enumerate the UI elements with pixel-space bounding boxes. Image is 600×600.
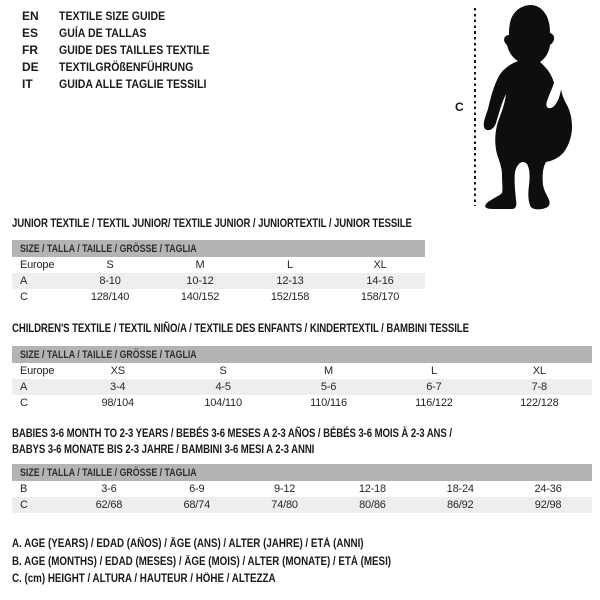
babies-section [12,425,592,513]
table-row [12,289,425,305]
language-row-it [22,77,230,94]
table-cell: XL [373,259,387,271]
row-label: A [20,275,28,287]
table-cell: 140/152 [180,291,220,303]
language-code: IT [22,77,33,91]
table-cell: 80/86 [359,499,386,511]
children-table [12,346,592,411]
table-row [12,395,592,411]
table-cell: 158/170 [360,291,400,303]
footnote-legend [12,536,458,589]
language-row-es [22,26,230,43]
footnote-c: C. (cm) HEIGHT / ALTURA / HAUTEUR / HÖHE / ALTEZZA [12,573,276,585]
babies-title-line-1: BABIES 3-6 MONTH TO 2-3 YEARS / BEBÉS 3-6 MESES A 2-3 AÑOS / BÉBÉS 3-6 MOIS À 2-3 ANS / [12,426,452,440]
table-cell: 86/92 [446,499,474,511]
height-dashed-line [474,8,476,206]
language-title: TEXTILGRÖßENFÜHRUNG [59,60,194,74]
table-row [12,257,425,273]
children-section-title: CHILDREN'S TEXTILE / TEXTIL NIÑO/A / TEXTILE DES ENFANTS / KINDERTEXTIL / BAMBINI TESSILE [12,321,469,335]
row-label: C [20,397,28,409]
size-header-label: SIZE / TALLA / TAILLE / GRÖSSE / TAGLIA [20,242,197,255]
table-cell: 7-8 [531,381,547,393]
table-cell: S [106,259,114,271]
table-cell: 10-12 [186,275,214,287]
table-cell: 12-13 [276,275,304,287]
junior-section [12,216,425,305]
babies-table [12,464,592,513]
language-row-en [22,9,230,26]
row-label: Europe [20,365,55,377]
table-cell: 14-16 [366,275,394,287]
language-title: TEXTILE SIZE GUIDE [59,9,166,23]
size-header-bar [12,346,592,363]
table-cell: M [195,259,205,271]
children-section [12,321,592,411]
table-cell: 74/80 [271,499,298,511]
footnote-b: B. AGE (MONTHS) / EDAD (MESES) / ÂGE (MOIS) / ALTER (MONATE) / ETÀ (MESI) [12,555,392,568]
table-cell: 5-6 [320,381,337,393]
table-cell: L [287,259,293,271]
language-code: ES [22,26,39,40]
table-cell: L [430,365,437,377]
table-cell: 110/116 [310,397,347,409]
table-cell: 116/122 [415,397,453,409]
table-row [12,273,425,289]
language-title: GUIDE DES TAILLES TEXTILE [59,43,210,57]
table-cell: 9-12 [273,483,296,495]
language-row-fr [22,43,230,60]
size-header-label: SIZE / TALLA / TAILLE / GRÖSSE / TAGLIA [20,466,197,479]
toddler-silhouette-icon [479,1,597,213]
table-row [12,363,592,379]
junior-section-title: JUNIOR TEXTILE / TEXTIL JUNIOR/ TEXTILE JUNIOR / JUNIORTEXTIL / JUNIOR TESSILE [12,216,412,230]
table-cell: 8-10 [99,275,121,287]
table-cell: 152/158 [270,291,310,303]
table-cell: 24-36 [534,483,562,495]
table-cell: XL [532,365,546,377]
table-cell: XS [110,365,125,377]
table-cell: 6-9 [189,483,205,495]
row-label: A [20,381,28,393]
table-cell: 3-6 [101,483,117,495]
table-cell: M [324,365,333,377]
table-cell: 18-24 [446,483,474,495]
language-code: FR [22,43,38,57]
table-row [12,497,592,513]
row-label: C [20,499,28,511]
table-row [12,481,592,497]
language-code: EN [22,9,39,23]
language-title: GUIDA ALLE TAGLIE TESSILI [59,77,207,91]
table-cell: 98/104 [101,397,134,409]
height-measure-label: C [455,100,464,114]
table-cell: 12-18 [358,483,386,495]
row-label: Europe [20,259,55,271]
language-code: DE [22,60,39,74]
table-cell: 62/68 [95,499,123,511]
size-header-label: SIZE / TALLA / TAILLE / GRÖSSE / TAGLIA [20,348,197,361]
footnote-a: A. AGE (YEARS) / EDAD (AÑOS) / ÂGE (ANS) / ALTER (JAHRE) / ETÀ (ANNI) [12,538,364,550]
table-cell: 68/74 [183,499,210,511]
table-cell: 128/140 [90,291,130,303]
row-label: B [20,483,28,495]
table-cell: S [219,365,227,377]
table-cell: 104/110 [204,397,242,409]
size-header-bar [12,240,425,257]
table-cell: 4-5 [215,381,231,393]
language-title: GUÍA DE TALLAS [59,26,147,40]
table-cell: 3-4 [110,381,126,393]
table-cell: 122/128 [520,397,559,409]
babies-title-line-2: BABYS 3-6 MONATE BIS 2-3 JAHRE / BAMBINI 3-6 MESI A 2-3 ANNI [12,442,315,456]
row-label: C [20,291,28,303]
language-title-list [22,9,230,94]
junior-table [12,240,425,305]
babies-section-title [12,425,476,457]
size-header-bar [12,464,592,481]
table-cell: 6-7 [426,381,442,393]
table-cell: 92/98 [534,499,562,511]
table-row [12,379,592,395]
language-row-de [22,60,230,77]
